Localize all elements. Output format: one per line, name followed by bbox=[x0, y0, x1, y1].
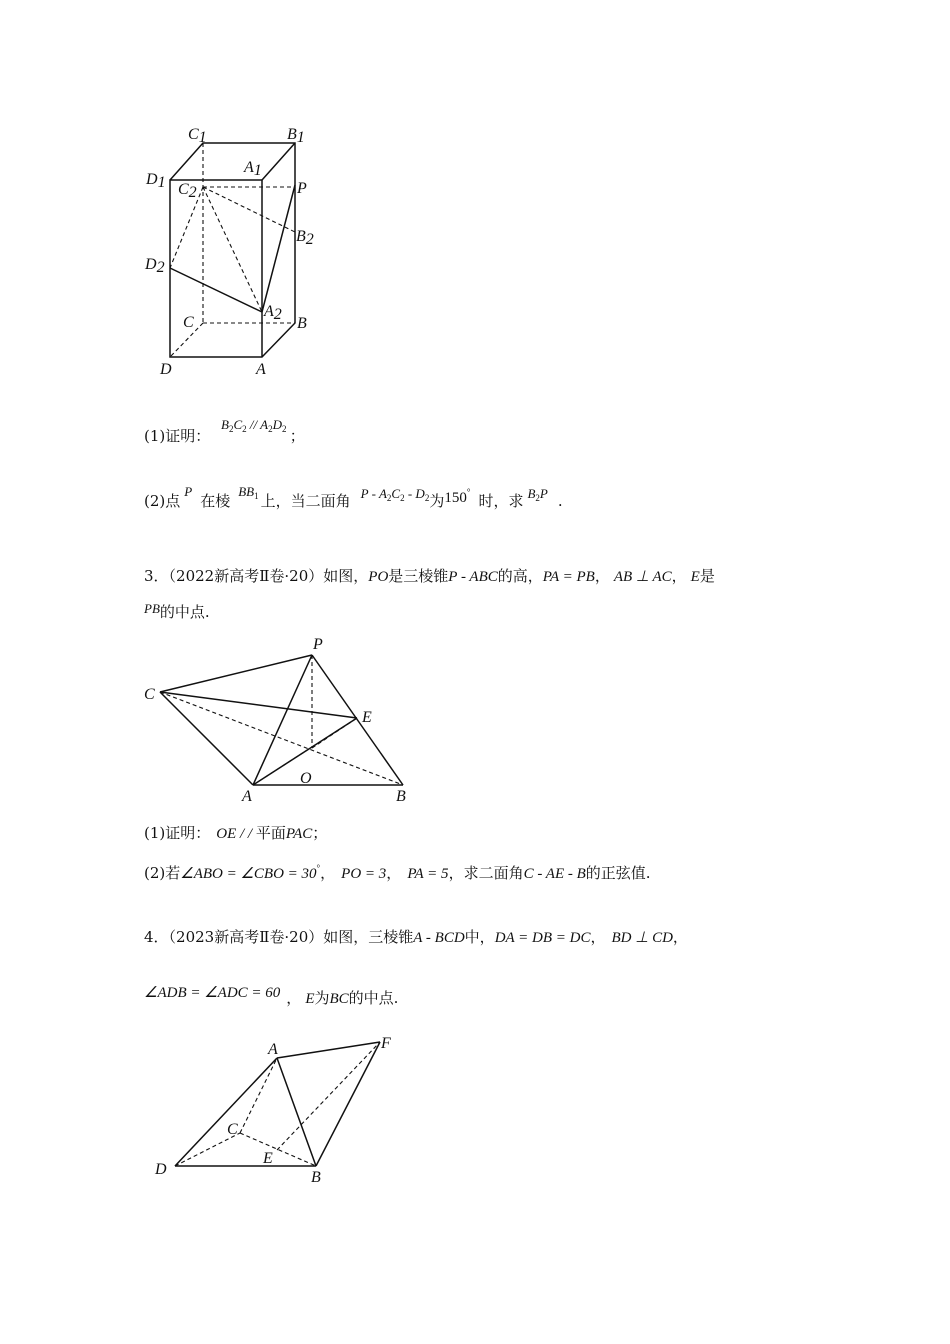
part2-a: (2)点 bbox=[144, 492, 181, 510]
q3-E: E bbox=[690, 569, 700, 585]
label-C: C bbox=[183, 314, 194, 331]
q4-label-C: C bbox=[227, 1121, 238, 1138]
q3-source: （2022新高考Ⅱ卷·20）如图， bbox=[168, 567, 369, 585]
edge-c2b2 bbox=[203, 187, 295, 232]
edge-c2a2 bbox=[203, 187, 262, 312]
part2-BB1: $BB_1$ bbox=[238, 484, 259, 501]
label-D2: D2 bbox=[145, 256, 165, 276]
q4-label-A: A bbox=[268, 1041, 278, 1058]
q3-PAPB: PA = PB bbox=[542, 569, 595, 585]
q4-label-E: E bbox=[263, 1150, 273, 1167]
label-C2: C2 bbox=[178, 181, 197, 201]
q4-label-F: F bbox=[381, 1035, 391, 1052]
q4-BC: BC bbox=[329, 991, 349, 1007]
q3-PB: PB bbox=[144, 601, 160, 616]
q3-number: 3． bbox=[144, 567, 169, 585]
part2-angle: P - $A_2C_2 - D_2$ bbox=[360, 486, 430, 503]
q4-BDCD: BD ⊥ CD bbox=[611, 930, 673, 946]
q2-part2 bbox=[144, 486, 563, 516]
part2-d: 为 bbox=[429, 492, 445, 510]
label-B2: B2 bbox=[296, 228, 314, 248]
label-A1: A1 bbox=[244, 159, 262, 179]
q3-PO: PO bbox=[368, 569, 389, 585]
label-D: D bbox=[160, 361, 172, 378]
part1-end: ； bbox=[289, 427, 305, 445]
part2-b: 在棱 bbox=[200, 492, 231, 510]
q4-stem-line2: ∠ADB = ∠ADC = 60 ， E为BC的中点. bbox=[144, 985, 399, 1007]
label-C1: C1 bbox=[188, 126, 207, 146]
tetra-figure-q4 bbox=[145, 1030, 405, 1190]
q3-stem-line2: PB的中点. bbox=[144, 601, 210, 621]
q3-label-O: O bbox=[300, 770, 312, 787]
q3-PAC: PAC bbox=[285, 826, 313, 842]
part2-e: 时，求 bbox=[478, 492, 524, 510]
edge-a1b1 bbox=[262, 143, 295, 180]
q4-angle: ∠ADB = ∠ADC = 60 bbox=[144, 985, 281, 1001]
q3-PO-val: PO = 3 bbox=[341, 866, 387, 882]
q3-part2: (2)若∠ABO = ∠CBO = 30°， PO = 3， PA = 5，求二面角C - AE - B的正弦值. bbox=[144, 863, 651, 882]
q4-label-B: B bbox=[311, 1169, 321, 1186]
q3-label-E: E bbox=[362, 709, 372, 726]
part2-deg: 150° bbox=[444, 487, 471, 506]
part1-label: (1)证明： bbox=[144, 427, 211, 445]
q4-label-D: D bbox=[155, 1161, 167, 1178]
edge-a2p bbox=[262, 185, 295, 312]
part2-B2P: $B_2P$ bbox=[527, 486, 548, 503]
q4-ABCD: A - BCD bbox=[413, 930, 465, 946]
tetra-figure-q3 bbox=[140, 630, 420, 810]
q3-label-C: C bbox=[144, 686, 155, 703]
part1-math: $B_2C_2 // A_2D_2$ bbox=[221, 417, 287, 434]
q3-PA-val: PA = 5 bbox=[407, 866, 449, 882]
q3-part1: (1)证明： OE / / 平面PAC； bbox=[144, 824, 328, 842]
label-B: B bbox=[297, 315, 307, 332]
q3-label-A: A bbox=[242, 788, 252, 805]
q4-number: 4． bbox=[144, 928, 169, 946]
q3-stem-line1: 3．（2022新高考Ⅱ卷·20）如图，PO是三棱锥P - ABC的高，PA = PB， AB ⊥ AC， E是 bbox=[144, 567, 715, 585]
prism-figure bbox=[140, 118, 340, 383]
q3-PABC: P - ABC bbox=[448, 569, 498, 585]
part2-end: . bbox=[557, 492, 563, 510]
label-P: P bbox=[297, 180, 307, 197]
label-A: A bbox=[256, 361, 266, 378]
q3-label-B: B bbox=[396, 788, 406, 805]
edge-d2a2 bbox=[170, 268, 262, 312]
q3-label-P: P bbox=[313, 636, 323, 653]
part2-P: P bbox=[184, 484, 193, 499]
q2-part1 bbox=[144, 417, 305, 451]
part2-c: 上，当二面角 bbox=[260, 492, 351, 510]
label-A2: A2 bbox=[264, 303, 282, 323]
q3-ABAC: AB ⊥ AC bbox=[613, 569, 672, 585]
q3-OE: OE / / bbox=[216, 826, 256, 842]
q4-source: （2023新高考Ⅱ卷·20）如图，三棱锥 bbox=[168, 928, 414, 946]
q4-E: E bbox=[305, 991, 315, 1007]
q4-stem-line1: 4．（2023新高考Ⅱ卷·20）如图，三棱锥A - BCD中，DA = DB = DC， BD ⊥ CD， bbox=[144, 928, 688, 946]
q3-angle: ∠ABO = ∠CBO = 30° bbox=[180, 863, 321, 882]
q4-DADBDC: DA = DB = DC bbox=[494, 930, 591, 946]
label-D1: D1 bbox=[146, 171, 166, 191]
q3-CAEB: C - AE - B bbox=[523, 866, 586, 882]
edge-c2d2 bbox=[170, 187, 203, 268]
label-B1: B1 bbox=[287, 126, 305, 146]
